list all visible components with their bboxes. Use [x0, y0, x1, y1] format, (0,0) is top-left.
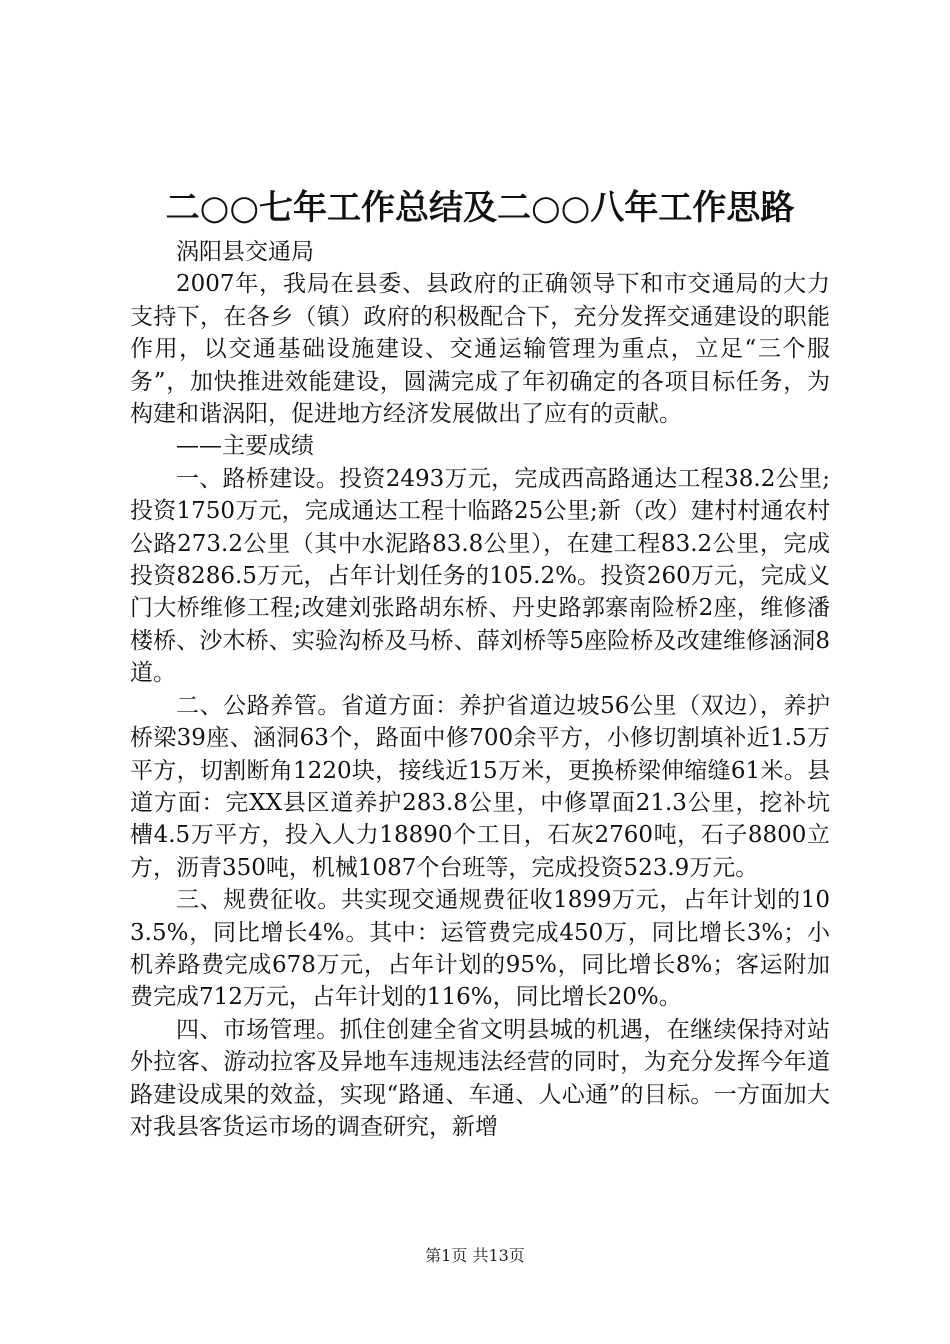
page-number-footer: 第1页 共13页 [425, 1246, 525, 1265]
paragraph-intro: 2007年，我局在县委、县政府的正确领导下和市交通局的大力支持下，在各乡（镇）政府的积极配合下，充分发挥交通建设的职能作用，以交通基础设施建设、交通运输管理为重点，立足“三个服务”，加快推进效能建设，圆满完成了年初确定的各项目标任务，为构建和谐涡阳，促进地方经济发展做出了应有的贡献。 [130, 271, 830, 428]
paragraph-road-bridge: 一、路桥建设。投资2493万元，完成西高路通达工程38.2公里;投资1750万元，完成通达工程十临路25公里;新（改）建村村通农村公路273.2公里（其中水泥路83.8公里），在建工程83.2公里，完成投资8286.5万元，占年计划任务的105.2%。投资260万元，完成义门大桥维修工程;改建刘张路胡东桥、丹史路郭寨南险桥2座，维修潘楼桥、沙木桥、实验沟桥及马桥、薛刘桥等5座险桥及改建维修涵洞8道。 [130, 465, 830, 687]
document-body [130, 236, 830, 1143]
paragraph-market-management: 四、市场管理。抓住创建全省文明县城的机遇，在继续保持对站外拉客、游动拉客及异地车违规违法经营的同时，为充分发挥今年道路建设成果的效益，实现“路通、车通、人心通”的目标。一方面加大对我县客货运市场的调查研究，新增 [130, 1016, 830, 1140]
author-line: 涡阳县交通局 [176, 239, 314, 265]
document-title: 二○○七年工作总结及二○○八年工作思路 [165, 188, 795, 228]
section-heading-achievements: ——主要成绩 [176, 433, 314, 460]
paragraph-fee-collection: 三、规费征收。共实现交通规费征收1899万元，占年计划的103.5%，同比增长4%。其中：运管费完成450万，同比增长3%；小机养路费完成678万元，占年计划的95%，同比增长8%；客运附加费完成712万元，占年计划的116%，同比增长20%。 [130, 887, 830, 1011]
paragraph-road-maintenance: 二、公路养管。省道方面：养护省道边坡56公里（双边），养护桥梁39座、涵洞63个，路面中修700余平方，小修切割填补近1.5万平方，切割断角1220块，接线近15万米，更换桥梁伸缩缝61米。县道方面：完XX县区道养护283.8公里，中修罩面21.3公里，挖补坑槽4.5万平方，投入人力18890个工日，石灰2760吨，石子8800立方，沥青350吨，机械1087个台班等，完成投资523.9万元。 [130, 692, 830, 881]
